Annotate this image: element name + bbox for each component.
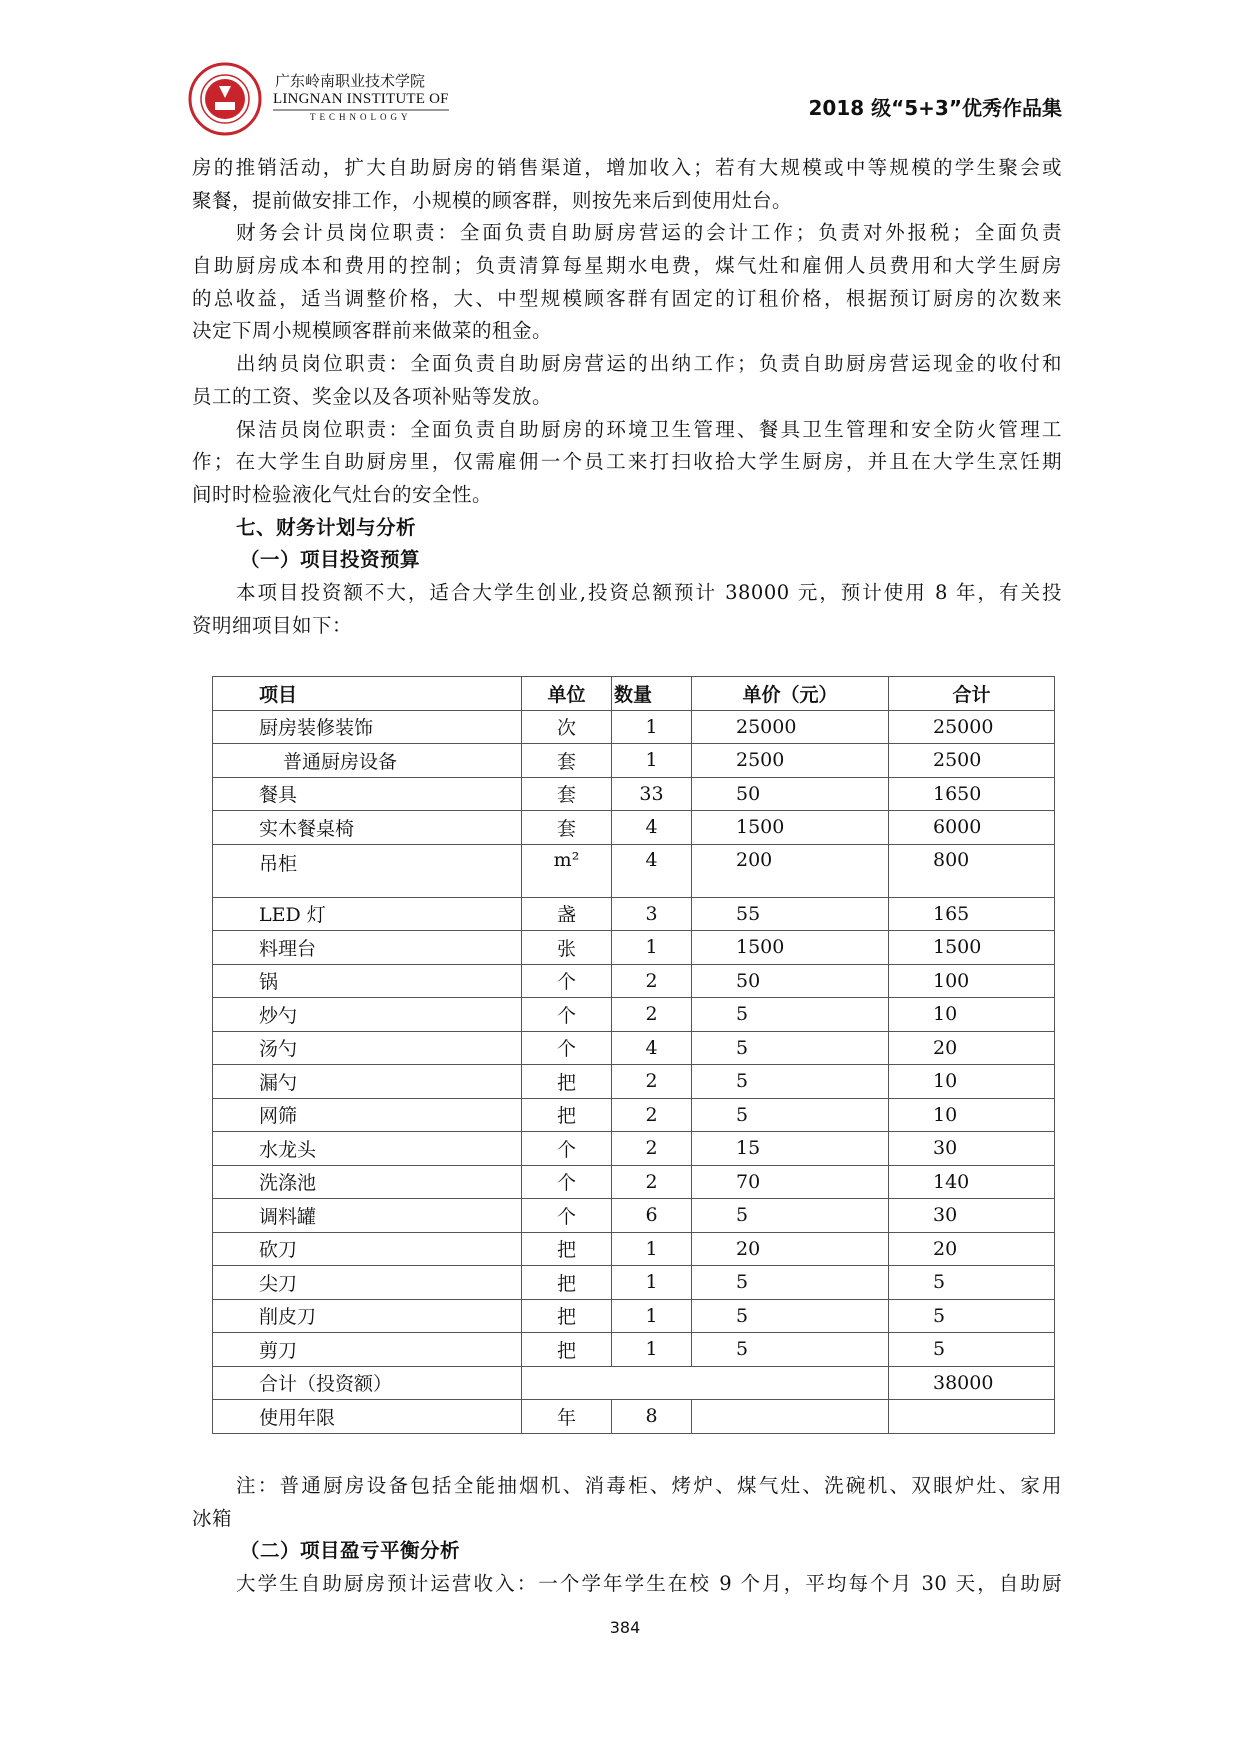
school-logo-seal: [188, 62, 262, 136]
text-line: 资明细项目如下：: [192, 613, 353, 637]
cell-unit-price: 1500: [692, 811, 889, 845]
cell-item-name: LED 灯: [213, 897, 522, 931]
cell-unit: 把: [522, 1266, 612, 1300]
cell-subtotal: 20: [889, 1232, 1055, 1266]
table-row: [213, 1232, 1055, 1266]
cell-unit-price: 1500: [692, 931, 889, 965]
section-heading: （二）项目盈亏平衡分析: [240, 1539, 461, 1563]
col-header-total: 合计: [889, 677, 1055, 711]
cell-quantity: 2: [612, 998, 692, 1032]
cell-unit-price: 2500: [692, 744, 889, 778]
cell-item-name: 锅: [213, 964, 522, 998]
cell-quantity: 1: [612, 1232, 692, 1266]
cell-subtotal: 140: [889, 1165, 1055, 1199]
cell-subtotal: 25000: [889, 710, 1055, 744]
table-row: [213, 1098, 1055, 1132]
collection-title: 2018 级“5+3”优秀作品集: [808, 96, 1062, 120]
cell-quantity: 2: [612, 1165, 692, 1199]
table-row: [213, 710, 1055, 744]
cell-unit-price: 50: [692, 964, 889, 998]
cell-subtotal: 1650: [889, 777, 1055, 811]
cell-item-name: 普通厨房设备: [213, 744, 522, 778]
text-line: 注：普通厨房设备包括全能抽烟机、消毒柜、烤炉、煤气灶、洗碗机、双眼炉灶、家用: [236, 1474, 1062, 1497]
col-header-unit: 单位: [522, 677, 612, 711]
table-row: [213, 1031, 1055, 1065]
cell-item-name: 洗涤池: [213, 1165, 522, 1199]
cell-unit: 个: [522, 964, 612, 998]
table-row: [213, 777, 1055, 811]
cell-quantity: 2: [612, 964, 692, 998]
table-header-row: [213, 677, 1055, 711]
table-row: [213, 844, 1055, 897]
cell-unit-price: 70: [692, 1165, 889, 1199]
table-row: [213, 897, 1055, 931]
cell-subtotal: 10: [889, 1065, 1055, 1099]
page-number: 384: [609, 1618, 641, 1637]
cell-item-name: 实木餐桌椅: [213, 811, 522, 845]
cell-unit-price: 25000: [692, 710, 889, 744]
empty-cell: [692, 1400, 889, 1434]
body-text-top: [192, 152, 1062, 642]
cell-quantity: 3: [612, 897, 692, 931]
text-line: 冰箱: [192, 1506, 233, 1530]
cell-item-name: 砍刀: [213, 1232, 522, 1266]
cell-unit-price: 5: [692, 1065, 889, 1099]
cell-unit: 套: [522, 744, 612, 778]
cell-quantity: 2: [612, 1098, 692, 1132]
cell-subtotal: 5: [889, 1266, 1055, 1300]
cell-quantity: 4: [612, 844, 692, 897]
empty-cell: [889, 1400, 1055, 1434]
text-line: 房的推销活动，扩大自助厨房的销售渠道，增加收入；若有大规模或中等规模的学生聚会或: [192, 156, 1062, 179]
cell-unit-price: 5: [692, 1199, 889, 1233]
cell-quantity: 1: [612, 931, 692, 965]
cell-item-name: 料理台: [213, 931, 522, 965]
cell-unit-price: 20: [692, 1232, 889, 1266]
text-line: 自助厨房成本和费用的控制；负责清算每星期水电费，煤气灶和雇佣人员费用和大学生厨房: [192, 254, 1062, 278]
cell-subtotal: 30: [889, 1199, 1055, 1233]
cell-subtotal: 6000: [889, 811, 1055, 845]
cell-quantity: 1: [612, 710, 692, 744]
cell-item-name: 网筛: [213, 1098, 522, 1132]
cell-quantity: 33: [612, 777, 692, 811]
table-row: [213, 1266, 1055, 1300]
cell-unit: 个: [522, 1031, 612, 1065]
school-name-en: LINGNAN INSTITUTE OF: [273, 91, 449, 111]
cell-unit: 个: [522, 1165, 612, 1199]
cell-item-name: 吊柜: [213, 844, 522, 897]
total-label: 合计（投资额）: [213, 1366, 522, 1400]
section-heading: 七、财务计划与分析: [236, 515, 417, 539]
table-row: [213, 1132, 1055, 1166]
text-line: 的总收益，适当调整价格，大、中型规模顾客群有固定的订租价格，根据预订厨房的次数来: [192, 286, 1062, 310]
cell-unit-price: 5: [692, 1031, 889, 1065]
cell-unit: m²: [522, 844, 612, 897]
cell-unit-price: 5: [692, 1098, 889, 1132]
cell-subtotal: 800: [889, 844, 1055, 897]
cell-subtotal: 2500: [889, 744, 1055, 778]
total-empty: [522, 1366, 889, 1400]
cell-quantity: 2: [612, 1065, 692, 1099]
cell-unit: 把: [522, 1299, 612, 1333]
school-name-en-line2: TECHNOLOGY: [310, 112, 412, 122]
text-line: 决定下周小规模顾客群前来做菜的租金。: [192, 319, 553, 343]
cell-subtotal: 5: [889, 1333, 1055, 1367]
cell-subtotal: 30: [889, 1132, 1055, 1166]
total-value: 38000: [889, 1366, 1055, 1400]
cell-unit: 把: [522, 1232, 612, 1266]
table-row: [213, 964, 1055, 998]
cell-unit-price: 55: [692, 897, 889, 931]
table-row: [213, 811, 1055, 845]
text-line: 员工的工资、奖金以及各项补贴等发放。: [192, 384, 553, 408]
text-line: 出纳员岗位职责：全面负责自助厨房营运的出纳工作；负责自助厨房营运现金的收付和: [236, 352, 1062, 376]
cell-unit: 套: [522, 811, 612, 845]
cell-unit: 把: [522, 1333, 612, 1367]
cell-unit-price: 5: [692, 1266, 889, 1300]
cell-quantity: 6: [612, 1199, 692, 1233]
cell-unit: 个: [522, 998, 612, 1032]
cell-item-name: 削皮刀: [213, 1299, 522, 1333]
cell-unit: 盏: [522, 897, 612, 931]
years-row: [213, 1400, 1055, 1434]
cell-unit-price: 5: [692, 1333, 889, 1367]
cell-unit-price: 200: [692, 844, 889, 897]
table-row: [213, 744, 1055, 778]
cell-unit: 个: [522, 1199, 612, 1233]
years-label: 使用年限: [213, 1400, 522, 1434]
cell-item-name: 炒勺: [213, 998, 522, 1032]
table-row: [213, 931, 1055, 965]
cell-item-name: 漏勺: [213, 1065, 522, 1099]
col-header-item: 项目: [213, 677, 522, 711]
cell-item-name: 剪刀: [213, 1333, 522, 1367]
body-text-bottom: [192, 1470, 1062, 1601]
cell-subtotal: 5: [889, 1299, 1055, 1333]
investment-budget-table: [212, 676, 1055, 1434]
cell-quantity: 1: [612, 1333, 692, 1367]
text-line: 作；在大学生自助厨房里，仅需雇佣一个员工来打扫收拾大学生厨房，并且在大学生烹饪期: [192, 450, 1062, 474]
cell-quantity: 4: [612, 811, 692, 845]
cell-item-name: 餐具: [213, 777, 522, 811]
cell-item-name: 水龙头: [213, 1132, 522, 1166]
text-line: 大学生自助厨房预计运营收入：一个学年学生在校 9 个月，平均每个月 30 天，自助厨: [236, 1572, 1062, 1596]
text-line: 聚餐，提前做安排工作，小规模的顾客群，则按先来后到使用灶台。: [192, 188, 793, 212]
cell-unit: 张: [522, 931, 612, 965]
cell-quantity: 1: [612, 1266, 692, 1300]
cell-item-name: 汤勺: [213, 1031, 522, 1065]
cell-unit-price: 15: [692, 1132, 889, 1166]
cell-unit-price: 5: [692, 998, 889, 1032]
cell-item-name: 尖刀: [213, 1266, 522, 1300]
total-row: [213, 1366, 1055, 1400]
cell-quantity: 1: [612, 1299, 692, 1333]
cell-subtotal: 100: [889, 964, 1055, 998]
cell-subtotal: 20: [889, 1031, 1055, 1065]
text-line: 本项目投资额不大，适合大学生创业,投资总额预计 38000 元，预计使用 8 年，有关投: [236, 580, 1062, 604]
cell-unit: 个: [522, 1132, 612, 1166]
col-header-unit-price: 单价（元）: [692, 677, 889, 711]
cell-quantity: 4: [612, 1031, 692, 1065]
table-row: [213, 998, 1055, 1032]
cell-unit: 次: [522, 710, 612, 744]
cell-unit-price: 5: [692, 1299, 889, 1333]
cell-unit: 把: [522, 1065, 612, 1099]
section-heading: （一）项目投资预算: [240, 548, 421, 572]
table-row: [213, 1065, 1055, 1099]
cell-unit: 把: [522, 1098, 612, 1132]
cell-quantity: 1: [612, 744, 692, 778]
table-row: [213, 1199, 1055, 1233]
table-row: [213, 1299, 1055, 1333]
cell-subtotal: 10: [889, 998, 1055, 1032]
table-row: [213, 1165, 1055, 1199]
text-line: 间时时检验液化气灶台的安全性。: [192, 482, 493, 506]
cell-subtotal: 165: [889, 897, 1055, 931]
years-value: 8: [612, 1400, 692, 1434]
col-header-quantity: 数量: [612, 677, 692, 711]
cell-unit: 套: [522, 777, 612, 811]
text-line: 保洁员岗位职责：全面负责自助厨房的环境卫生管理、餐具卫生管理和安全防火管理工: [236, 417, 1062, 441]
cell-item-name: 调料罐: [213, 1199, 522, 1233]
years-unit: 年: [522, 1400, 612, 1434]
cell-quantity: 2: [612, 1132, 692, 1166]
cell-unit-price: 50: [692, 777, 889, 811]
table-row: [213, 1333, 1055, 1367]
school-name-cn: 广东岭南职业技术学院: [275, 72, 426, 90]
cell-subtotal: 10: [889, 1098, 1055, 1132]
cell-subtotal: 1500: [889, 931, 1055, 965]
text-line: 财务会计员岗位职责：全面负责自助厨房营运的会计工作；负责对外报税；全面负责: [236, 221, 1062, 245]
cell-item-name: 厨房装修装饰: [213, 710, 522, 744]
